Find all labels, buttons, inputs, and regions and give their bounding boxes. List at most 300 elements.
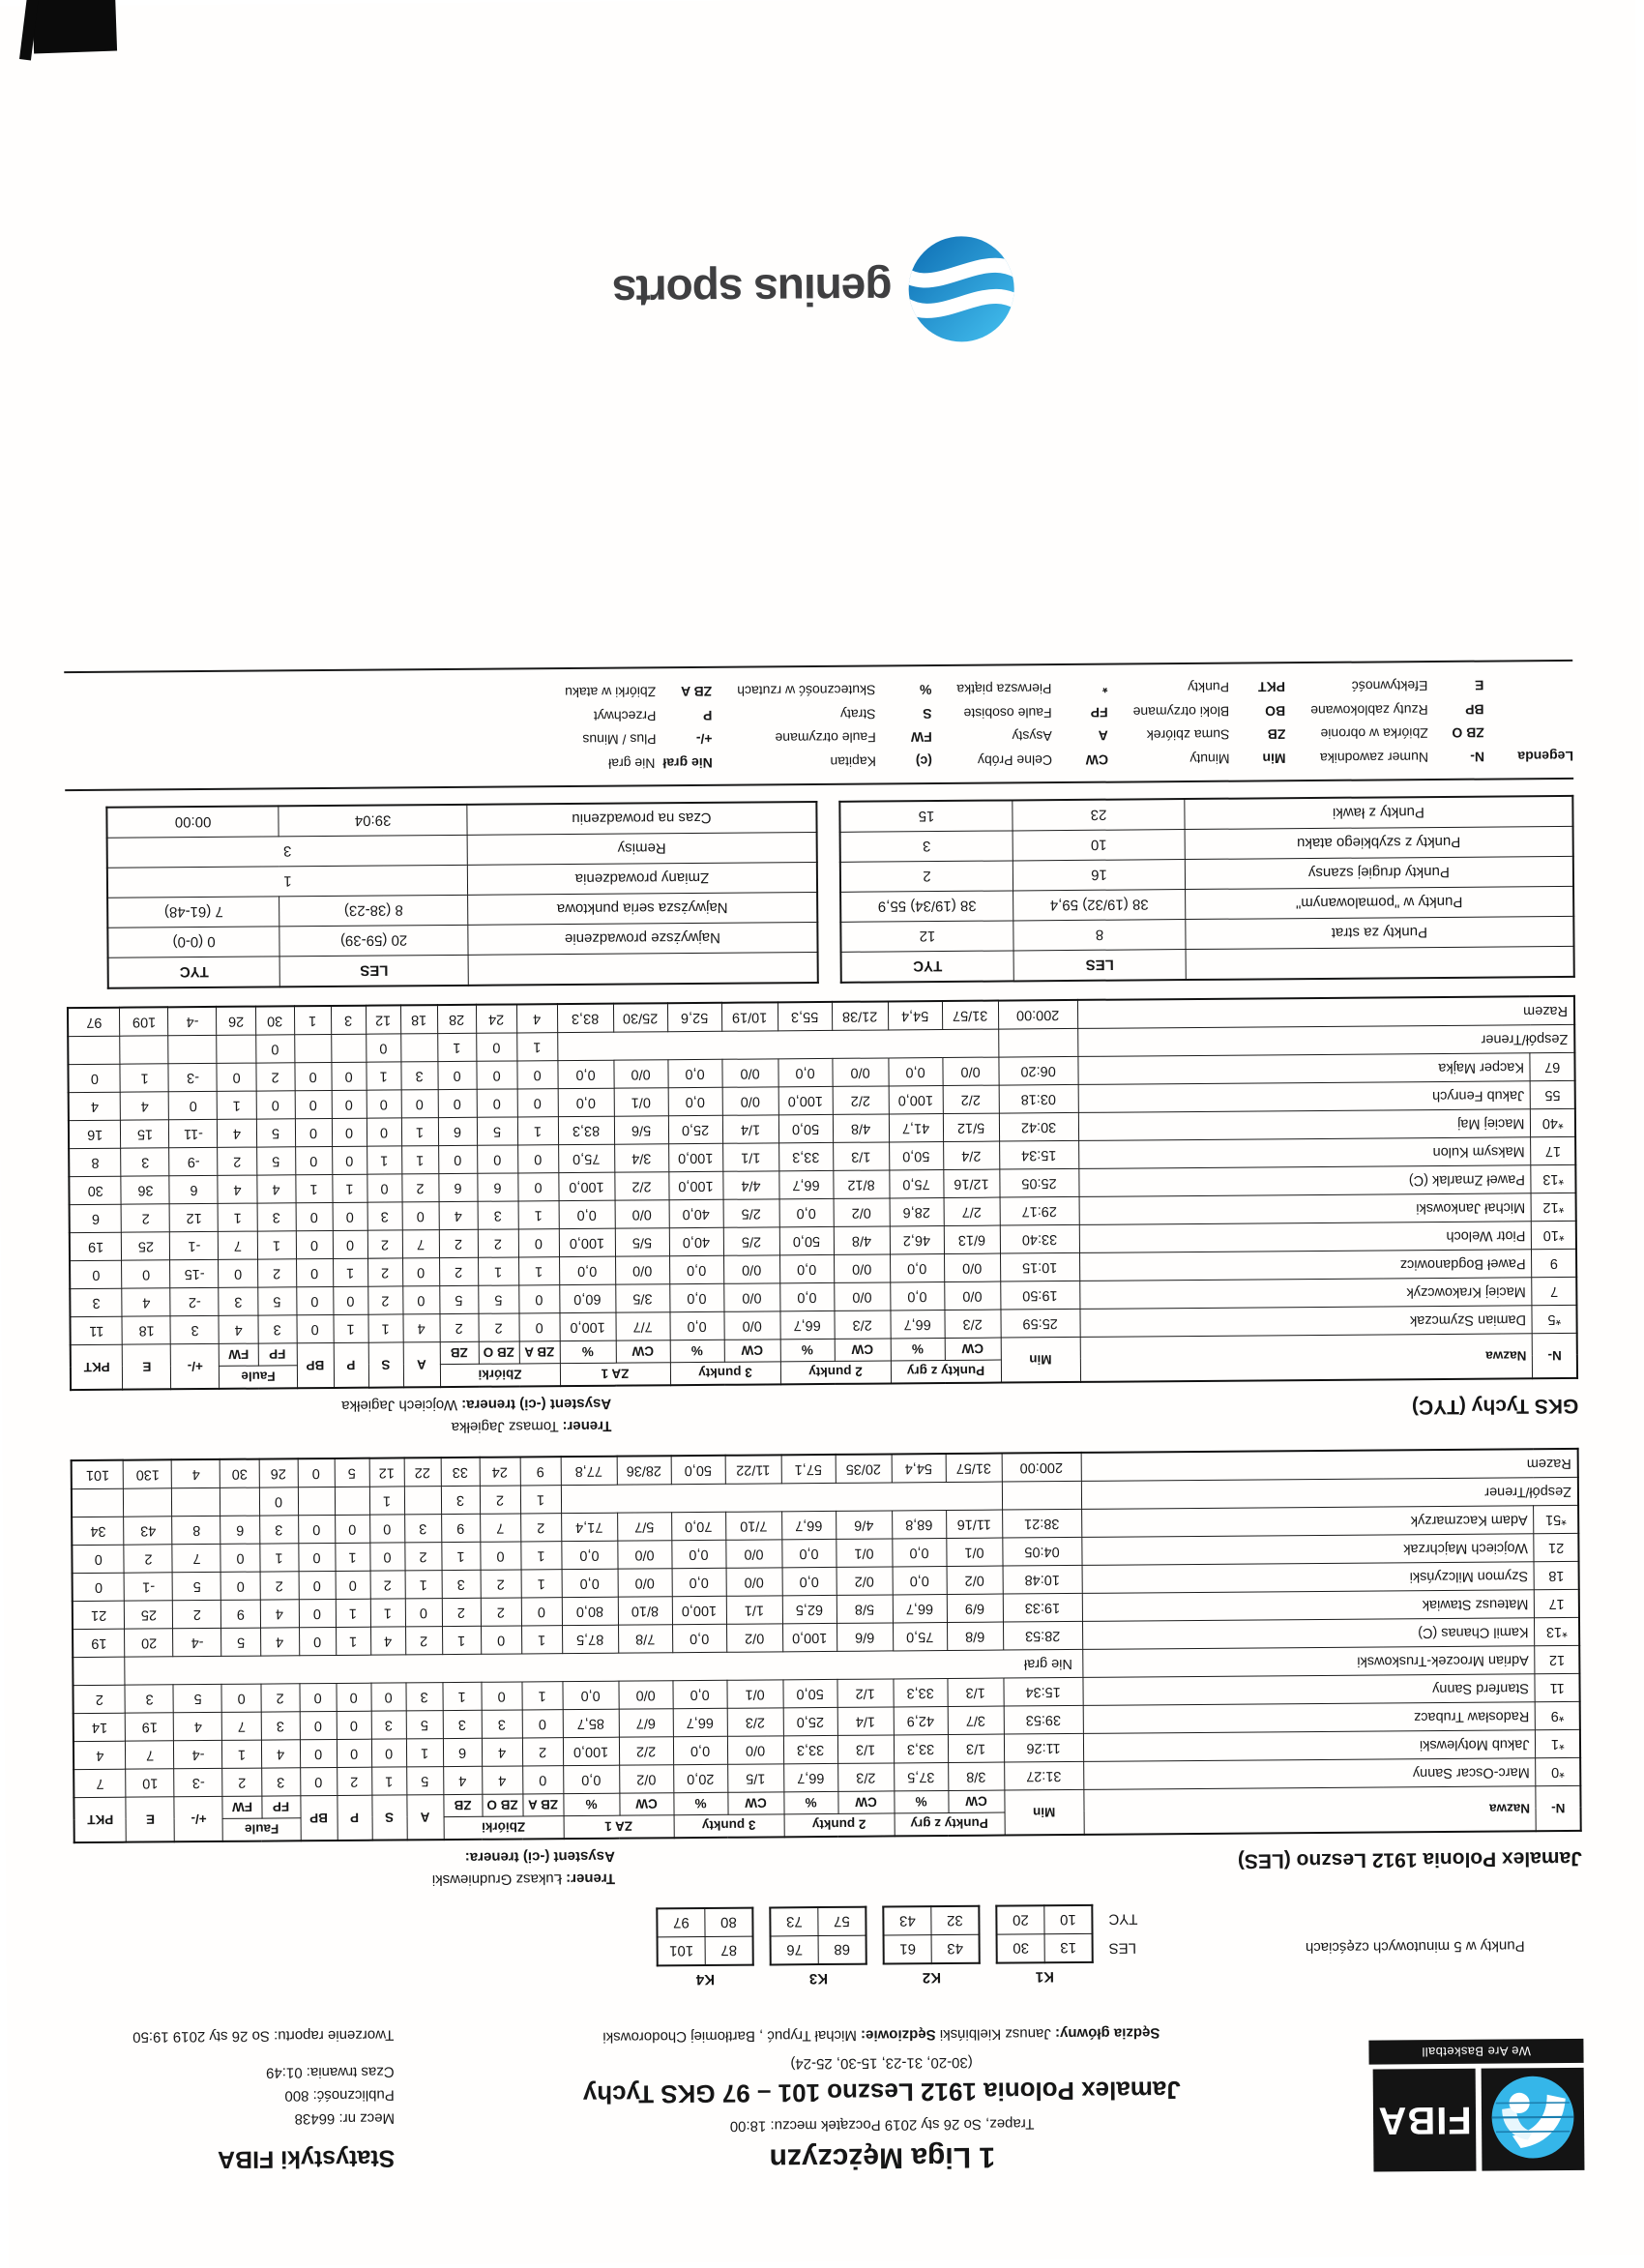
stat-fgp: 0,0: [892, 1539, 946, 1567]
stat-p2p: 0,0: [779, 1254, 834, 1282]
stat-zb: 6: [443, 1738, 482, 1766]
stat-ft: 7/7: [616, 1312, 670, 1340]
stat-pm: 5: [173, 1572, 221, 1600]
player-name: Michał Jankowski: [1079, 1193, 1532, 1225]
stat-zba: 1: [517, 1117, 558, 1145]
stat-s: 4: [370, 1627, 405, 1655]
stat-s: 0: [366, 1034, 400, 1062]
stat-pkt: 16: [69, 1120, 121, 1148]
stat-e: 19: [126, 1713, 174, 1741]
stat-p3: 11/22: [725, 1455, 781, 1484]
stat-zbo: 3: [482, 1710, 522, 1738]
player-name: Damian Szymczak: [1080, 1306, 1533, 1338]
stat-e: 2: [122, 1204, 170, 1232]
stat-p3p: 0,0: [672, 1680, 726, 1708]
coach-block-tyc: [70, 1393, 611, 1440]
stat-ft: 2/2: [619, 1737, 673, 1765]
stat-p2: 0/2: [834, 1198, 890, 1226]
stat-ftp: 0,0: [557, 1060, 613, 1088]
stat-ft: 7/8: [618, 1625, 672, 1653]
legend-item: [566, 751, 713, 776]
quarter-score-cell: 61: [884, 1935, 932, 1964]
stat-p2p: 33,3: [778, 1142, 833, 1170]
stat-a: 3: [404, 1515, 441, 1543]
stat-pkt: 0: [72, 1545, 124, 1573]
stat-fp: 30: [255, 1006, 294, 1035]
stat-p2: 2/3: [835, 1311, 891, 1339]
stat-fg: 1/3: [948, 1734, 1004, 1762]
stat-p3: 0/0: [721, 1059, 778, 1087]
stat-ftp: 0,0: [559, 1256, 615, 1284]
stat-zbo: 7: [480, 1514, 520, 1542]
summary-tyc-value: 38 (19/34) 55,9: [840, 891, 1013, 922]
stat-zb: 0: [437, 1061, 476, 1089]
stat-fp: 5: [256, 1147, 295, 1175]
stat-pkt: 0: [73, 1573, 125, 1601]
stat-fg: 0/0: [944, 1253, 1000, 1281]
stat-s: 0: [367, 1174, 401, 1202]
referee-name: Janusz Kielbiński: [940, 2025, 1051, 2043]
stat-p2: 2/3: [837, 1763, 894, 1791]
summary-les-value: 8: [1013, 920, 1186, 951]
stat-e: 7: [126, 1741, 174, 1769]
stat-ft: 0/0: [615, 1200, 669, 1228]
stat-p: 1: [336, 1627, 370, 1655]
stat-zb: 0: [438, 1089, 477, 1117]
five-min-boxes: [656, 1904, 1094, 1988]
report-title: Statystyki FIBA: [75, 2139, 395, 2181]
min-cell: 28:53: [1003, 1621, 1082, 1650]
summary-label: Punkty w "pomalowanym": [1186, 886, 1574, 919]
stat-pm: 6: [169, 1175, 218, 1203]
stat-fg: 6/8: [947, 1622, 1003, 1650]
stat-ftp: 0,0: [559, 1200, 615, 1228]
quarter-score-cell: 43: [931, 1934, 980, 1963]
col-header-turnovers: S: [371, 1795, 406, 1841]
summary-les-value: 20 (59-39): [279, 925, 468, 957]
summary-span-value: 3: [107, 835, 468, 868]
stat-fgp: 0,0: [890, 1282, 944, 1311]
summary-row: [106, 802, 816, 838]
stat-ft: 0/0: [617, 1541, 671, 1569]
min-cell: 03:18: [999, 1084, 1078, 1113]
stat-p: 0: [336, 1571, 370, 1599]
stat-bp: 0: [299, 1683, 336, 1711]
player-name: Szymon Milczyński: [1082, 1562, 1535, 1594]
quarter-box: [882, 1905, 981, 1987]
stat-fw: 6: [220, 1516, 259, 1544]
stat-pkt: 3: [70, 1288, 122, 1316]
stat-fw: 1: [219, 1203, 257, 1231]
legend-abbr: FW: [884, 725, 932, 750]
legend-abbr: PKT: [1237, 675, 1285, 699]
stat-a: 22: [404, 1458, 441, 1487]
stat-s: 0: [371, 1739, 406, 1767]
player-name: Jakub Fenrych: [1078, 1081, 1531, 1113]
stat-ft: 0/0: [618, 1681, 672, 1709]
stat-s: 0: [369, 1515, 404, 1543]
stat-fgp: 37,5: [894, 1762, 948, 1790]
umpires-names: Michał Trypuć , Bartłomiej Chodorowski: [602, 2027, 857, 2046]
stat-p2p: 66,7: [781, 1511, 836, 1539]
stat-pkt: 21: [73, 1601, 125, 1629]
legend-column: [737, 678, 932, 775]
stat-ftp: 71,4: [561, 1513, 617, 1541]
stat-fgp: 33,3: [894, 1679, 948, 1707]
stat-zb: 2: [442, 1598, 481, 1626]
five-min-points-section: [73, 1900, 1583, 1992]
stat-zb: 3: [442, 1570, 481, 1598]
coach-name: Łukasz Grudniewski: [432, 1870, 562, 1888]
stat-a: 0: [401, 1090, 438, 1118]
stat-fgp: 33,3: [894, 1734, 948, 1762]
summary-les-value: 23: [1013, 799, 1185, 831]
stat-fw: 5: [221, 1628, 260, 1656]
stat-p3p: 0,0: [668, 1087, 722, 1115]
stat-p3p: 0,0: [671, 1540, 725, 1568]
stat-e: -1: [125, 1573, 173, 1601]
stat-a: 1: [401, 1146, 438, 1174]
stat-p3p: 0,0: [672, 1624, 726, 1652]
stat-zba: 1: [520, 1542, 561, 1570]
player-number: *1: [1536, 1729, 1580, 1757]
stat-a: 2: [405, 1627, 442, 1655]
min-cell: 39:53: [1004, 1705, 1083, 1734]
quarter-row: [997, 1933, 1093, 1962]
stat-s: 0: [369, 1543, 404, 1571]
umpires-label: Sędziowie:: [861, 2026, 936, 2044]
stat-p3: 2/5: [723, 1199, 779, 1227]
summary-label: Remisy: [467, 833, 817, 866]
stat-p3p: 0,0: [667, 1059, 721, 1087]
quarter-score-cell: 32: [931, 1906, 980, 1935]
stat-p3p: 0,0: [669, 1283, 723, 1311]
stat-a: [400, 1034, 437, 1062]
stat-bp: [298, 1487, 335, 1515]
col-header-2pt: 2 punkty: [784, 1813, 895, 1837]
stat-zba: 0: [517, 1145, 558, 1173]
stat-p3: 7/10: [725, 1512, 781, 1540]
stat-ft: 0/0: [613, 1060, 667, 1088]
stat-pkt: 34: [72, 1517, 124, 1545]
quarter-score-cell: 101: [658, 1936, 706, 1965]
stat-zba: 1: [516, 1033, 557, 1061]
col-header-ft: ZA 1: [560, 1363, 670, 1386]
stat-s: 2: [367, 1258, 402, 1286]
stat-ftp: 75,0: [558, 1144, 614, 1172]
stat-fgp: 75,0: [889, 1170, 943, 1198]
stat-zb: 1: [442, 1626, 481, 1654]
stat-ftp: 83,3: [558, 1116, 614, 1144]
stat-fg: 0/0: [944, 1281, 1000, 1310]
quarter-score-cell: 97: [657, 1908, 705, 1937]
col-header-fg: Punkty z gry: [891, 1360, 1001, 1383]
stat-ftp: 100,0: [563, 1737, 619, 1765]
stat-zba: 4: [516, 1004, 557, 1033]
stat-p3: 2/5: [723, 1227, 779, 1255]
subcol-zbo: ZB O: [479, 1341, 519, 1364]
col-header-2pt: 2 punkty: [780, 1361, 891, 1384]
stat-p2p: 50,0: [779, 1226, 834, 1254]
subcol-zb: ZB: [440, 1341, 479, 1364]
summary-corner: [468, 953, 818, 986]
stat-fp: 5: [256, 1119, 295, 1147]
coach-line: [70, 1414, 611, 1440]
quarter-score-cell: 43: [883, 1906, 931, 1935]
stat-pm: 3: [170, 1315, 219, 1343]
summary-span-value: 1: [107, 865, 468, 898]
stat-zbo: 2: [478, 1229, 518, 1257]
stat-pkt: 0: [68, 1064, 120, 1092]
stat-bp: 0: [295, 1146, 332, 1174]
player-name: Marc-Oscar Sanny: [1083, 1758, 1536, 1790]
stat-pm: -15: [170, 1259, 219, 1287]
stat-fgp: 28,6: [890, 1198, 944, 1226]
stat-ftp: 87,5: [562, 1625, 618, 1653]
stat-p3p: 0,0: [669, 1255, 723, 1283]
stat-p3: 0/1: [727, 1680, 783, 1708]
stat-a: 5: [406, 1711, 443, 1739]
fiba-tagline: We Are Basketball: [1368, 2039, 1583, 2065]
stat-fw: [220, 1487, 259, 1516]
stat-fw: 26: [217, 1007, 255, 1036]
legend-abbr: %: [883, 678, 931, 702]
stat-fp: 5: [257, 1287, 296, 1315]
fiba-wordmark: [1373, 2069, 1477, 2172]
quarter-score-cell: 20: [996, 1905, 1044, 1934]
stat-ftp: 77,8: [561, 1457, 617, 1486]
stat-p: 3: [331, 1006, 366, 1035]
stat-ftp: 83,3: [557, 1004, 613, 1033]
stat-pm: 7: [172, 1544, 220, 1572]
stat-ft: 25/30: [613, 1003, 667, 1032]
player-number: *40: [1531, 1108, 1575, 1136]
summary-label: Punkty drugiej szansy: [1185, 856, 1573, 889]
stat-fg: 31/57: [942, 1001, 998, 1030]
stat-p2p: 0,0: [782, 1567, 837, 1595]
summary-row: [107, 923, 817, 958]
stat-fw: 4: [218, 1119, 256, 1147]
col-header-min: Min: [1004, 1789, 1083, 1835]
stat-a: 2: [401, 1174, 438, 1202]
stat-p3: 10/19: [721, 1002, 778, 1031]
summary-tyc-value: 3: [840, 831, 1013, 862]
blank-cell: [561, 1482, 1002, 1514]
subcol-pct: %: [891, 1339, 945, 1361]
stat-p3p: 100,0: [668, 1143, 722, 1171]
quarter-box: [656, 1907, 754, 1988]
legend-desc: Asysty: [1013, 729, 1052, 745]
stat-zba: 0: [521, 1598, 562, 1626]
player-name: Maciej Maj: [1078, 1109, 1531, 1141]
stat-zbo: 24: [480, 1457, 520, 1486]
stat-a: 1: [406, 1739, 443, 1767]
report-created: Tworzenie raportu: So 26 sty 2019 19:50: [74, 2023, 394, 2049]
stat-pm: -1: [170, 1231, 219, 1259]
stat-fp: 1: [259, 1544, 298, 1572]
stat-bp: 0: [300, 1767, 337, 1795]
stat-zbo: 3: [478, 1201, 518, 1229]
stat-s: 12: [366, 1005, 400, 1034]
min-cell: 10:48: [1003, 1565, 1082, 1594]
legend-item: [1310, 674, 1484, 699]
stat-p: 1: [335, 1543, 369, 1571]
legend-desc: Rzuty zablokowane: [1310, 702, 1428, 719]
legend-abbr: BO: [1237, 699, 1285, 723]
col-header-ft: ZA 1: [564, 1815, 674, 1839]
legend-item: [1310, 697, 1484, 722]
stat-zbo: 2: [480, 1486, 520, 1514]
legend-desc: Nie grał: [608, 755, 655, 771]
stat-zb: 2: [439, 1257, 478, 1285]
legend-column: [956, 677, 1108, 773]
stat-p2: 6/6: [837, 1623, 893, 1651]
legend-abbr: Nie grał: [662, 751, 713, 775]
stat-p2p: 25,0: [783, 1707, 837, 1735]
stat-a: 0: [405, 1599, 442, 1627]
col-header-rebounds: Zbiórki: [444, 1816, 564, 1840]
assistant-name: Wojciech Jagiełka: [341, 1397, 457, 1414]
summary-les-value: 10: [1013, 830, 1185, 861]
legend-abbr: CW: [1060, 748, 1108, 772]
stat-p2: 1/3: [833, 1142, 889, 1170]
stat-a: 1: [401, 1118, 438, 1146]
stat-pm: -11: [169, 1119, 218, 1147]
player-name: Maksym Kulon: [1078, 1137, 1531, 1169]
stat-fw: 0: [221, 1572, 260, 1600]
player-number: 21: [1534, 1533, 1578, 1561]
stat-zba: 0: [517, 1089, 558, 1117]
summary-header-row: [108, 953, 818, 988]
quarter-grid: [656, 1907, 753, 1967]
stat-p3: 0/0: [723, 1283, 779, 1311]
stat-a: 3: [400, 1062, 437, 1090]
stat-p3: 0/0: [726, 1568, 782, 1596]
stat-zba: 2: [522, 1738, 563, 1766]
stat-pkt: 4: [69, 1092, 121, 1120]
stat-zb: 4: [443, 1766, 482, 1794]
stat-bp: 0: [300, 1711, 337, 1739]
min-cell: 31:27: [1004, 1761, 1083, 1790]
summary-row: [840, 916, 1573, 952]
scan-corner-artifact: [32, 0, 117, 53]
subcol-fw: FW: [222, 1796, 261, 1818]
stat-bp: [294, 1034, 331, 1062]
col-header-efficiency: E: [126, 1797, 174, 1842]
fiba-logo: [1368, 2039, 1584, 2172]
stat-fg: 6/13: [944, 1225, 1000, 1253]
stat-s: 1: [369, 1487, 404, 1515]
team-head-les: [73, 1838, 1582, 1893]
legend-column: [1132, 675, 1285, 771]
stat-e: 25: [122, 1232, 170, 1260]
subcol-cw: CW: [837, 1791, 894, 1813]
summary-tyc-value: 12: [840, 921, 1013, 952]
stat-p3: 4/4: [722, 1171, 778, 1199]
player-number: *51: [1534, 1505, 1578, 1533]
legend-item: [1132, 675, 1285, 700]
stat-p: 0: [333, 1202, 367, 1230]
quarter-label: K1: [996, 1963, 1094, 1986]
stat-p: 0: [332, 1090, 367, 1118]
quarter-score-cell: 87: [705, 1936, 753, 1965]
legend-columns: [64, 674, 1484, 781]
stat-ftp: 0,0: [562, 1569, 618, 1597]
min-cell: 25:59: [1001, 1309, 1080, 1338]
stat-p2: 0/0: [832, 1058, 888, 1086]
stat-p2p: 50,0: [778, 1114, 833, 1142]
legend-abbr: *: [1059, 677, 1107, 701]
legend-item: [956, 700, 1107, 725]
stat-zbo: 0: [480, 1542, 520, 1570]
stat-ftp: 100,0: [559, 1228, 615, 1256]
stat-a: 4: [402, 1314, 439, 1342]
player-number: 17: [1531, 1136, 1575, 1164]
stat-ftp: 85,7: [563, 1709, 619, 1737]
legend-desc: Celne Próby: [978, 752, 1052, 769]
legend-item: [565, 727, 712, 752]
stat-e: [120, 1036, 168, 1064]
player-number: 55: [1531, 1080, 1575, 1108]
stat-fgp: 66,7: [893, 1595, 947, 1623]
quarter-score-cell: 73: [770, 1907, 818, 1936]
stat-zb: 5: [439, 1285, 478, 1313]
legend-item: [738, 750, 932, 775]
stat-pkt: 4: [73, 1741, 126, 1769]
fiba-wordmark-text: FIBA: [1377, 2098, 1472, 2142]
col-header-steals: P: [337, 1795, 371, 1841]
summary-row: [107, 893, 817, 928]
stat-a: 18: [400, 1005, 437, 1034]
legend-desc: Straty: [840, 707, 876, 722]
stat-fw: [217, 1035, 255, 1063]
stat-p: 5: [335, 1458, 369, 1487]
quarter-label: K4: [657, 1966, 754, 1988]
stat-zb: 9: [441, 1514, 480, 1542]
legend-desc: Zbiórki w ataku: [565, 685, 656, 701]
stat-fp: 3: [257, 1315, 296, 1343]
stat-ftp: 0,0: [558, 1088, 614, 1116]
quarter-score-cell: 76: [771, 1936, 819, 1965]
stat-s: 1: [367, 1146, 401, 1174]
legend-desc: Faule otrzymane: [775, 730, 875, 747]
stat-fp: 4: [261, 1740, 300, 1768]
summary-tyc-value: 0 (0-0): [107, 927, 279, 957]
stat-fw: 7: [219, 1231, 257, 1259]
stat-s: 3: [367, 1202, 402, 1230]
stat-fp: 4: [260, 1628, 299, 1656]
player-name: Paweł Bogdanowicz: [1079, 1250, 1532, 1281]
stat-zba: 1: [521, 1570, 562, 1598]
player-name: Radosław Trubacz: [1083, 1702, 1536, 1734]
stat-ftp: 0,0: [563, 1765, 619, 1793]
stat-p2: 4/6: [836, 1511, 892, 1539]
stat-pm: 12: [170, 1203, 219, 1231]
col-header-fouls: Faule: [220, 1366, 297, 1389]
stat-s: 1: [371, 1767, 406, 1795]
legend-item: [1310, 745, 1484, 770]
stat-ft: 5/7: [617, 1513, 671, 1541]
player-number: 11: [1535, 1673, 1579, 1701]
stat-a: 0: [402, 1286, 439, 1314]
legend-item: [738, 725, 932, 751]
stat-bp: 0: [295, 1118, 332, 1146]
summary-team-header: LES: [1013, 950, 1186, 982]
min-cell: 19:33: [1003, 1593, 1082, 1622]
stat-p3p: 0,0: [672, 1568, 726, 1596]
legend: [64, 673, 1573, 780]
min-cell: 19:50: [1000, 1281, 1079, 1310]
